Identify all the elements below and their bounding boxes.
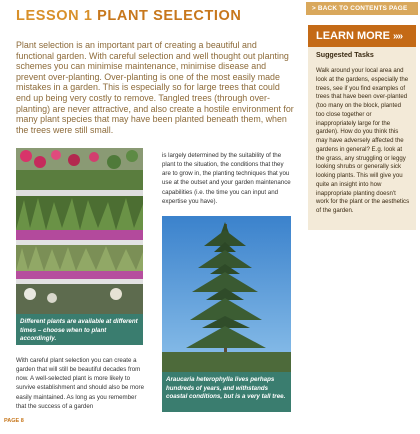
plants-caption: Different plants are available at different times – choose when to plant accordingly. [16, 314, 143, 345]
plants-photo [16, 148, 143, 314]
lesson-number: LESSON 1 [16, 8, 93, 24]
suggested-tasks-text: Walk around your local area and look at the gardens, especially the trees, see if you find examples of trees that have been over-planted (too many on the block, planted too close together or inappropriately large for the garden). How do you think this may have adversely affected the gardens in general? E.g. look at the grass, any struggling or leggy looking shrubs or generally sick looking plants. This will give you quite an insight into how inappropriate planting doesn't work for the plant or the aesthetics of the garden. [316, 67, 410, 214]
page-number: PAGE 8 [4, 418, 24, 424]
back-to-contents-button[interactable]: > BACK TO CONTENTS PAGE [306, 2, 418, 15]
learn-more-label: LEARN MORE [316, 30, 390, 42]
intro-paragraph: Plant selection is an important part of creating a beautiful and functional garden. With careful selection and well thought out planting schemes you can minimise maintenance, minimise disease and prevent over-planting. Over-planting is one of the most easily made mistakes in a garden. This is especially so for large trees that could end up being very costly to remove. Tangled trees (through over-planting) are never attractive, and also create a hostile environment for many plant species that may have been planted beneath them, when the trees were still small. [16, 40, 294, 135]
middle-column-text: is largely determined by the suitability of the plant to the situation, the conditions that they are to grow in, the planting techniques that you use at the outset and your garden maintenance capabilities (i.e. the time you can input and expertise you have). [162, 152, 291, 205]
learn-more-banner [308, 25, 416, 47]
left-column-text: With careful plant selection you can create a garden that will still be beautiful decades from now. A well-selected plant is more likely to survive establishment and should also be more easily maintained. As long as you remember that the success of a garden [16, 357, 144, 410]
suggested-tasks-heading: Suggested Tasks [316, 51, 374, 59]
lesson-title-text: PLANT SELECTION [97, 8, 242, 24]
tree-caption: Araucaria heterophylla lives perhaps hundreds of years, and withstands coastal conditions, but is a very tall tree. [162, 372, 291, 412]
suggested-tasks-box [308, 47, 416, 230]
lesson-title [16, 8, 242, 24]
tree-photo [162, 216, 291, 372]
double-chevron-right-icon: »» [392, 31, 403, 42]
